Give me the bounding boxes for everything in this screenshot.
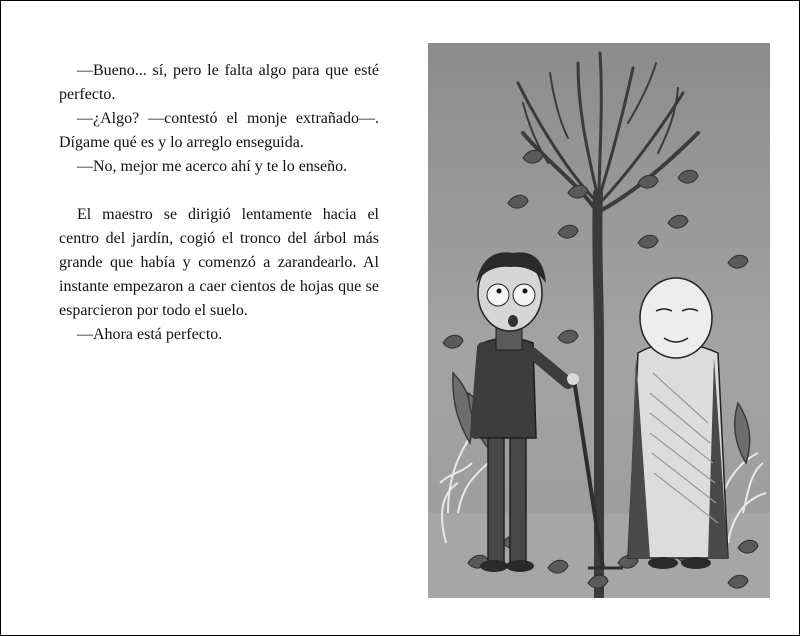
dialogue-line: —Bueno... sí, pero le falta algo para que esté perfecto. bbox=[59, 62, 379, 103]
left-page-text bbox=[59, 59, 379, 347]
dialogue-line: —¿Algo? —contestó el monje extrañado—. Dígame qué es y lo arreglo enseguida. bbox=[59, 110, 379, 151]
dialogue-line: —Ahora está perfecto. bbox=[77, 326, 223, 343]
right-page-illustration bbox=[428, 43, 770, 598]
paragraph-gap bbox=[59, 179, 379, 203]
narration-paragraph: El maestro se dirigió lentamente hacia el centro del jardín, cogió el tronco del árbol más grande que había y comenzó a zarandearlo. Al instante empezaron a caer cientos de hojas que se esparcieron por todo el suelo. bbox=[59, 206, 379, 319]
dialogue-line: —No, mejor me acerco ahí y te lo enseño. bbox=[77, 158, 348, 175]
